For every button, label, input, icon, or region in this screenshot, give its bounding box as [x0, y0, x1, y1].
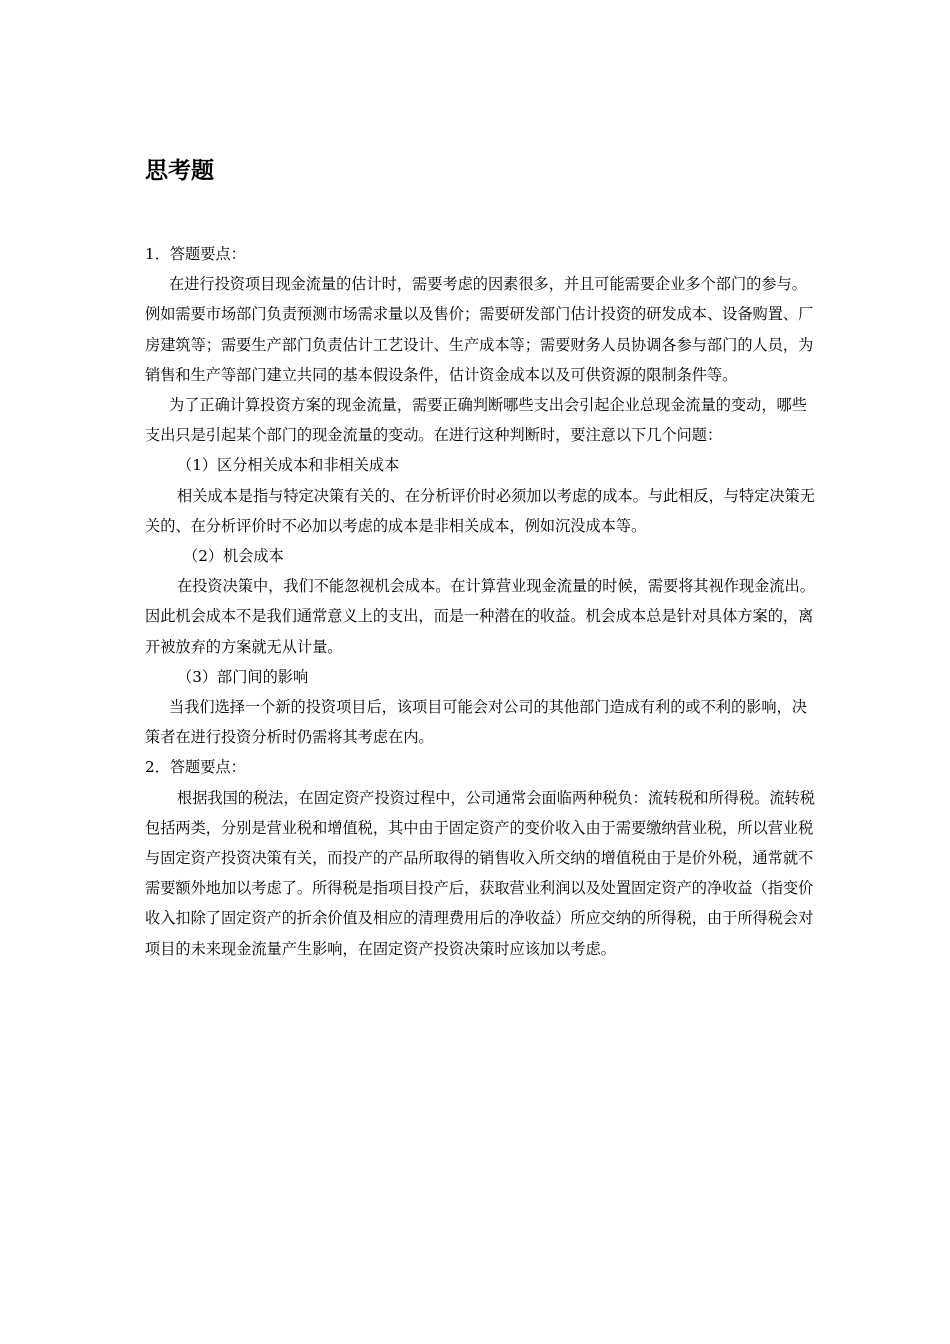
q1-item3-title: （3）部门间的影响 — [177, 667, 309, 686]
q1-item2-text: 在投资决策中，我们不能忽视机会成本。在计算营业现金流量的时候，需要将其视作现金流出。因此机会成本不是我们通常意义上的支出，而是一种潜在的收益。机会成本总是针对具体方案的，离开被放弃的方案就无从计量。 — [145, 577, 815, 656]
q2-paragraph-1: 根据我国的税法，在固定资产投资过程中，公司通常会面临两种税负：流转税和所得税。流转税包括两类，分别是营业税和增值税，其中由于固定资产的变价收入由于需要缴纳营业税，所以营业税与固定资产投资决策有关，而投产的产品所取得的销售收入所交纳的增值税由于是价外税，通常就不需要额外地加以考虑了。所得税是指项目投产后，获取营业利润以及处置固定资产的净收益（指变价收入扣除了固定资产的折余价值及相应的清理费用后的净收益）所应交纳的所得税，由于所得税会对项目的未来现金流量产生影响，在固定资产投资决策时应该加以考虑。 — [145, 788, 815, 958]
q1-item3-text: 当我们选择一个新的投资项目后，该项目可能会对公司的其他部门造成有利的或不利的影响，决策者在进行投资分析时仍需将其考虑在内。 — [145, 698, 807, 747]
q1-item2-title: （2）机会成本 — [183, 547, 284, 566]
q1-item1-title: （1）区分相关成本和非相关成本 — [177, 456, 400, 475]
q1-item1-text: 相关成本是指与特定决策有关的、在分析评价时必须加以考虑的成本。与此相反，与特定决策无关的、在分析评价时不必加以考虑的成本是非相关成本，例如沉没成本等。 — [145, 486, 815, 535]
q1-heading: 1．答题要点： — [145, 245, 246, 263]
document-body — [145, 239, 815, 964]
page-title: 思考题 — [145, 158, 214, 184]
q1-paragraph-1: 在进行投资项目现金流量的估计时，需要考虑的因素很多，并且可能需要企业多个部门的参与。例如需要市场部门负责预测市场需求量以及售价；需要研发部门估计投资的研发成本、设备购置、厂房建筑等；需要生产部门负责估计工艺设计、生产成本等；需要财务人员协调各参与部门的人员，为销售和生产等部门建立共同的基本假设条件，估计资金成本以及可供资源的限制条件等。 — [145, 275, 814, 384]
q2-heading: 2．答题要点： — [145, 758, 246, 777]
q1-paragraph-2: 为了正确计算投资方案的现金流量，需要正确判断哪些支出会引起企业总现金流量的变动，哪些支出只是引起某个部门的现金流量的变动。在进行这种判断时，要注意以下几个问题： — [145, 396, 807, 445]
